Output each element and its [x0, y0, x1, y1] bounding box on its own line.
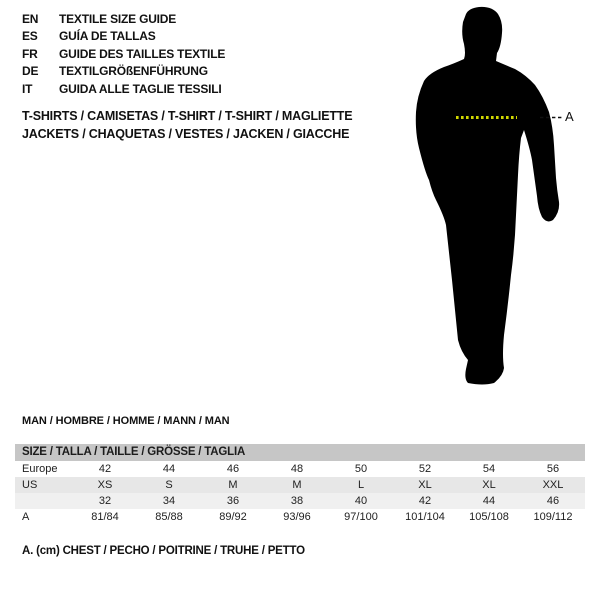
size-row-label: US: [22, 479, 38, 491]
size-cell: 109/112: [533, 511, 573, 523]
language-row: [22, 46, 225, 63]
section-title: MAN / HOMBRE / HOMME / MANN / MAN: [22, 415, 230, 427]
category-line: JACKETS / CHAQUETAS / VESTES / JACKEN / GIACCHE: [22, 126, 350, 141]
size-cell: M: [292, 479, 302, 491]
size-table-row: [15, 509, 585, 525]
language-code: IT: [22, 81, 33, 96]
size-cell: M: [228, 479, 238, 491]
language-row: [22, 81, 225, 98]
size-table-row: [15, 477, 585, 493]
size-cell: 89/92: [219, 511, 247, 523]
size-table-row: [15, 461, 585, 477]
measure-label-a: A: [565, 109, 574, 124]
size-cell: 101/104: [405, 511, 445, 523]
size-cell: 56: [546, 463, 560, 475]
size-cell: XXL: [542, 479, 564, 491]
category-list: [22, 108, 352, 143]
size-cell: 81/84: [91, 511, 119, 523]
size-cell: XS: [97, 479, 113, 491]
size-cell: 50: [354, 463, 368, 475]
size-cell: 44: [482, 495, 496, 507]
size-cell: 32: [98, 495, 112, 507]
size-cell: 46: [546, 495, 560, 507]
category-line: T-SHIRTS / CAMISETAS / T-SHIRT / T-SHIRT / MAGLIETTE: [22, 109, 353, 123]
man-silhouette-path: [416, 7, 559, 385]
language-row: [22, 28, 225, 45]
size-table-row: [15, 493, 585, 509]
size-cell: 34: [162, 495, 176, 507]
size-cell: 42: [98, 463, 112, 475]
measurement-footnote: A. (cm) CHEST / PECHO / POITRINE / TRUHE / PETTO: [22, 545, 305, 557]
language-code: FR: [22, 46, 38, 61]
language-list: [22, 11, 225, 98]
size-cell: L: [357, 479, 365, 491]
size-cell: 42: [418, 495, 432, 507]
man-silhouette-svg: [395, 4, 570, 392]
size-row-label: [15, 493, 73, 509]
size-row-label: A: [22, 511, 30, 523]
language-code: DE: [22, 64, 39, 79]
size-cell: 97/100: [344, 511, 378, 523]
size-cell: 54: [482, 463, 496, 475]
language-label: GUÍA DE TALLAS: [59, 29, 156, 44]
size-cell: XL: [418, 479, 432, 491]
size-cell: 38: [290, 495, 304, 507]
language-label: TEXTILGRÖßENFÜHRUNG: [59, 64, 208, 79]
language-row: [22, 63, 225, 80]
language-row: [22, 11, 225, 28]
man-figure: [395, 4, 570, 392]
language-code: ES: [22, 29, 38, 44]
size-table-header: SIZE / TALLA / TAILLE / GRÖSSE / TAGLIA: [15, 444, 585, 461]
language-code: EN: [22, 12, 39, 26]
size-cell: 85/88: [155, 511, 183, 523]
size-cell: 105/108: [469, 511, 509, 523]
size-cell: 44: [162, 463, 176, 475]
language-label: GUIDE DES TAILLES TEXTILE: [59, 46, 226, 61]
size-table: [15, 444, 585, 525]
language-label: GUIDA ALLE TAGLIE TESSILI: [59, 81, 222, 96]
size-cell: 93/96: [283, 511, 311, 523]
size-cell: 36: [226, 495, 240, 507]
language-label: TEXTILE SIZE GUIDE: [59, 12, 177, 26]
size-cell: XL: [482, 479, 496, 491]
size-cell: S: [165, 479, 173, 491]
size-table-body: [15, 461, 585, 525]
size-cell: 46: [226, 463, 240, 475]
size-row-label: Europe: [22, 463, 58, 475]
size-cell: 48: [290, 463, 304, 475]
size-cell: 52: [418, 463, 432, 475]
size-cell: 40: [354, 495, 368, 507]
